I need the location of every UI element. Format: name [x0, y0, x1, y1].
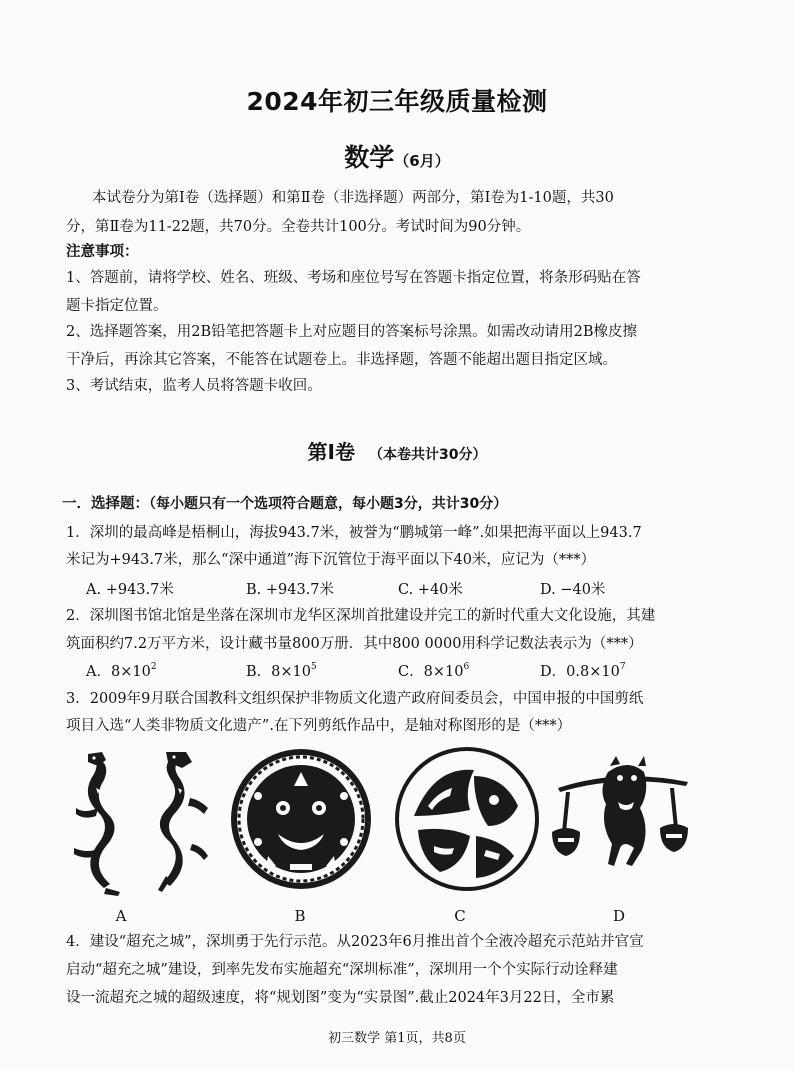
q2-option-d: D．$0.8\times 10^7$ — [540, 662, 626, 680]
papercut-ox-baskets-image — [548, 752, 698, 882]
q1-option-a: A. +943.7米 — [86, 582, 174, 598]
section1-desc: （每小题只有一个选项符合题意，每小题3分，共计30分） — [149, 496, 508, 512]
part1-score: （本卷共计30分） — [368, 447, 487, 463]
part1-title: 第Ⅰ卷 — [307, 440, 355, 464]
part1-heading — [0, 436, 794, 465]
note-1a: 1、答题前，请将学校、姓名、班级、考场和座位号写在答题卡指定位置，将条形码贴在答 — [66, 270, 641, 286]
q3-line-2: 项目入选“人类非物质文化遗产”.在下列剪纸作品中，是轴对称图形的是（***） — [66, 718, 572, 734]
q1-line-1: 1．深圳的最高峰是梧桐山，海拔943.7米，被誉为“鹏城第一峰”.如果把海平面以上943.7 — [66, 525, 642, 541]
q1-option-d: D. −40米 — [540, 582, 606, 598]
intro-line-1: 本试卷分为第Ⅰ卷（选择题）和第Ⅱ卷（非选择题）两部分，第Ⅰ卷为1-10题，共30 — [92, 190, 614, 206]
q4-line-3: 设一流超充之城的超级速度，将“规划图”变为“实景图”.截止2024年3月22日，全市累 — [66, 990, 615, 1006]
q1-option-c: C. +40米 — [398, 582, 463, 598]
papercut-round-fish-image — [394, 746, 540, 892]
exam-title: 2024年初三年级质量检测 — [246, 87, 548, 116]
exam-month: （6月） — [394, 152, 450, 170]
q3-label-d: D — [612, 907, 626, 925]
q2-option-a: A．$8\times 10^2$ — [86, 662, 157, 680]
q2-option-c: C．$8\times 10^6$ — [398, 662, 470, 680]
note-2b: 干净后，再涂其它答案，不能答在试题卷上。非选择题，答题不能超出题目指定区域。 — [66, 352, 617, 368]
papercut-round-dragon-image — [228, 746, 374, 892]
q4-line-2: 启动“超充之城”建设，到率先发布实施超充“深圳标准”，深圳用一个个实际行动诠释建 — [66, 962, 618, 978]
q2-option-b: B．$8\times 10^5$ — [246, 662, 317, 680]
papercut-dragons-image — [66, 748, 216, 898]
notes-heading: 注意事项： — [66, 244, 139, 260]
note-1b: 题卡指定位置。 — [66, 298, 168, 314]
exam-subject — [0, 138, 794, 174]
q3-line-1: 3．2009年9月联合国教科文组织保护非物质文化遗产政府间委员会，中国申报的中国剪纸 — [66, 691, 644, 707]
q3-label-a: A — [115, 907, 127, 925]
intro-line-2: 分，第Ⅱ卷为11-22题，共70分。全卷共计100分。考试时间为90分钟。 — [66, 219, 531, 235]
q1-line-2: 米记为+943.7米，那么“深中通道”海下沉管位于海平面以下40米，应记为（***） — [66, 552, 596, 568]
section1-heading — [62, 490, 734, 519]
section1-number: 一．选择题： — [62, 496, 149, 512]
q2-line-1: 2．深圳图书馆北馆是坐落在深圳市龙华区深圳首批建设并完工的新时代重大文化设施，其建 — [66, 608, 656, 624]
page-footer: 初三数学 第1页，共8页 — [328, 1031, 466, 1046]
note-2a: 2、选择题答案，用2B铅笔把答题卡上对应题目的答案标号涂黑。如需改动请用2B橡皮擦 — [66, 324, 637, 340]
q1-option-b: B. +943.7米 — [246, 582, 335, 598]
q3-label-c: C — [454, 907, 466, 925]
q4-line-1: 4．建设“超充之城”，深圳勇于先行示范。从2023年6月推出首个全液冷超充示范站并官宣 — [66, 934, 644, 950]
note-3: 3、考试结束，监考人员将答题卡收回。 — [66, 378, 322, 394]
q2-line-2: 筑面积约7.2万平方米，设计藏书量800万册．其中800 0000用科学记数法表示为（***） — [66, 636, 643, 652]
q3-label-b: B — [294, 907, 306, 925]
subject-name: 数学 — [344, 143, 395, 172]
